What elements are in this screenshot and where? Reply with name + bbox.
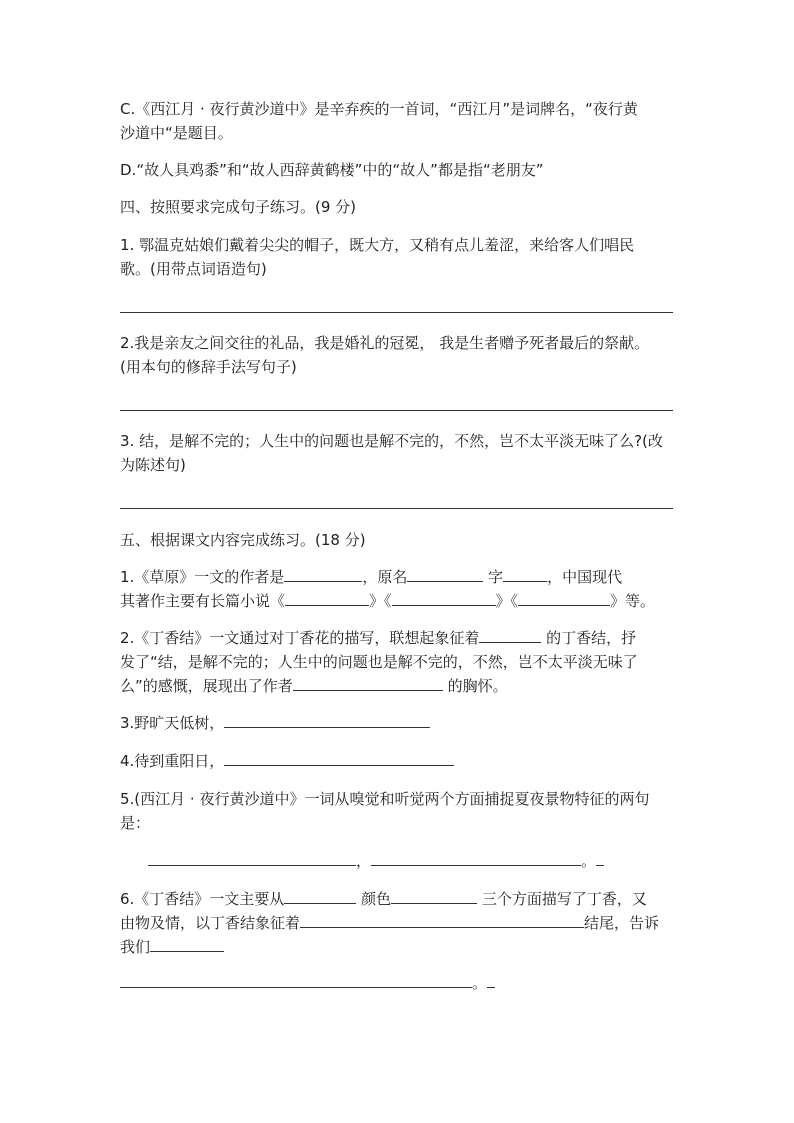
s5-q4-blank[interactable]: [224, 748, 454, 766]
s5-q1-text-c: 字: [488, 568, 504, 586]
s4-q2-line2: (用本句的修辞手法写句子): [120, 358, 297, 376]
s5-q2-blank-mind[interactable]: [293, 673, 443, 691]
s5-q1-line2: [120, 588, 680, 614]
s5-q1-text-e: 其著作主要有长篇小说《: [120, 592, 286, 610]
section5-title: 五、根据课文内容完成练习。(18 分): [120, 531, 366, 549]
s5-q2-blank-symbol[interactable]: [479, 625, 541, 643]
s5-q5-comma: ，: [356, 852, 372, 870]
s5-q3-blank[interactable]: [224, 710, 430, 728]
s5-q5-line2: 是：: [120, 814, 151, 832]
s5-q2-text-d: 的胸怀。: [447, 677, 508, 695]
s5-q1-line1: [120, 564, 680, 590]
s4-q1-line1: 1. 鄂温克姑娘们戴着尖尖的帽子，既大方，又稍有点儿羞涩，来给客人们唱民: [120, 236, 635, 254]
s5-q6-period: 。: [472, 974, 488, 992]
s4-q3-line2: 为陈述句): [120, 456, 186, 474]
s4-q3-answer-line[interactable]: [120, 508, 673, 509]
s5-q4-text: 4.待到重阳日，: [120, 752, 225, 770]
s5-q6-blank-symbol[interactable]: [300, 910, 584, 928]
s5-q1-blank-original-name[interactable]: [407, 564, 483, 582]
s5-q3-text: 3.野旷天低树，: [120, 714, 225, 732]
option-c-line2: 沙道中“是题目。: [120, 124, 233, 142]
s5-q6-blank-tail: [487, 970, 495, 988]
s5-q1-blank-novel-1[interactable]: [285, 588, 369, 606]
s5-q6-text-c: 三个方面描写了丁香，又: [481, 890, 647, 908]
s5-q2-text-b: 的丁香结，抒: [546, 629, 637, 647]
s5-q1-blank-author[interactable]: [284, 564, 362, 582]
s5-q1-blank-novel-3[interactable]: [518, 588, 610, 606]
s5-q6-line3: [120, 934, 680, 960]
s4-q2-answer-line[interactable]: [120, 410, 673, 411]
s5-q1-text-f: 》《: [369, 592, 392, 610]
s5-q4: [120, 748, 680, 774]
s5-q6-blank-tell[interactable]: [150, 934, 224, 952]
s5-q2-text-a: 2.《丁香结》一文通过对丁香花的描写，联想起象征着: [120, 629, 480, 647]
s4-q2-line1: 2.我是亲友之间交往的礼品，我是婚礼的冠冕， 我是生者赠予死者最后的祭献。: [120, 334, 650, 352]
s5-q5-blank-2[interactable]: [371, 848, 581, 866]
s4-q1-line2: 歌。(用带点词语造句): [120, 260, 267, 278]
s5-q1-text-a: 1.《草原》一文的作者是: [120, 568, 285, 586]
s5-q6-line2: [120, 910, 680, 936]
s5-q2-line3: [120, 673, 680, 699]
s5-q2-line1: [120, 625, 680, 651]
s5-q3: [120, 710, 680, 736]
s5-q5-blank-tail: [596, 848, 604, 866]
s5-q5-answer-row: [148, 848, 608, 874]
option-d: D.“故人具鸡黍”和“故人西辞黄鹤楼”中的“故人”都是指“老朋友”: [120, 161, 544, 179]
s4-q1-answer-line[interactable]: [120, 312, 673, 313]
s5-q1-text-d: ，中国现代: [547, 568, 623, 586]
s4-q3-line1: 3. 结，是解不完的；人生中的问题也是解不完的，不然，岂不太平淡无味了么?(改: [120, 432, 663, 450]
s5-q1-blank-novel-2[interactable]: [392, 588, 496, 606]
s5-q6-text-a: 6.《丁香结》一文主要从: [120, 890, 285, 908]
s5-q5-line1: 5.(西江月 · 夜行黄沙道中》一词从嗅觉和听觉两个方面捕捉夏夜景物特征的两句: [120, 790, 650, 808]
s5-q6-line1: [120, 886, 680, 912]
s5-q6-blank-aspect-3[interactable]: [391, 886, 477, 904]
section4-title: 四、按照要求完成句子练习。(9 分): [120, 198, 357, 216]
s5-q1-blank-style-name[interactable]: [503, 564, 547, 582]
s5-q6-text-f: 我们: [120, 938, 151, 956]
s5-q6-text-e: 结尾，告诉: [584, 914, 660, 932]
s5-q5-blank-1[interactable]: [148, 848, 356, 866]
s5-q6-text-d: 由物及情，以丁香结象征着: [120, 914, 301, 932]
s5-q1-text-g: 》《: [495, 592, 519, 610]
s5-q2-text-c: 么”的感慨，展现出了作者: [120, 677, 293, 695]
option-c-line1: C.《西江月 · 夜行黄沙道中》是辛弃疾的一首词，“西江月”是词牌名，“夜行黄: [120, 100, 638, 118]
s5-q6-line4: [120, 970, 680, 996]
s5-q1-text-h: 》等。: [610, 592, 656, 610]
s5-q6-blank-continue[interactable]: [120, 970, 472, 988]
s5-q1-text-b: ，原名: [362, 568, 408, 586]
s5-q6-text-b: 颜色: [361, 890, 392, 908]
s5-q2-line2: 发了“结，是解不完的；人生中的问题也是解不完的，不然，岂不太平淡无味了: [120, 653, 638, 671]
s5-q6-blank-aspect-1[interactable]: [284, 886, 356, 904]
s5-q5-period: 。: [581, 852, 597, 870]
